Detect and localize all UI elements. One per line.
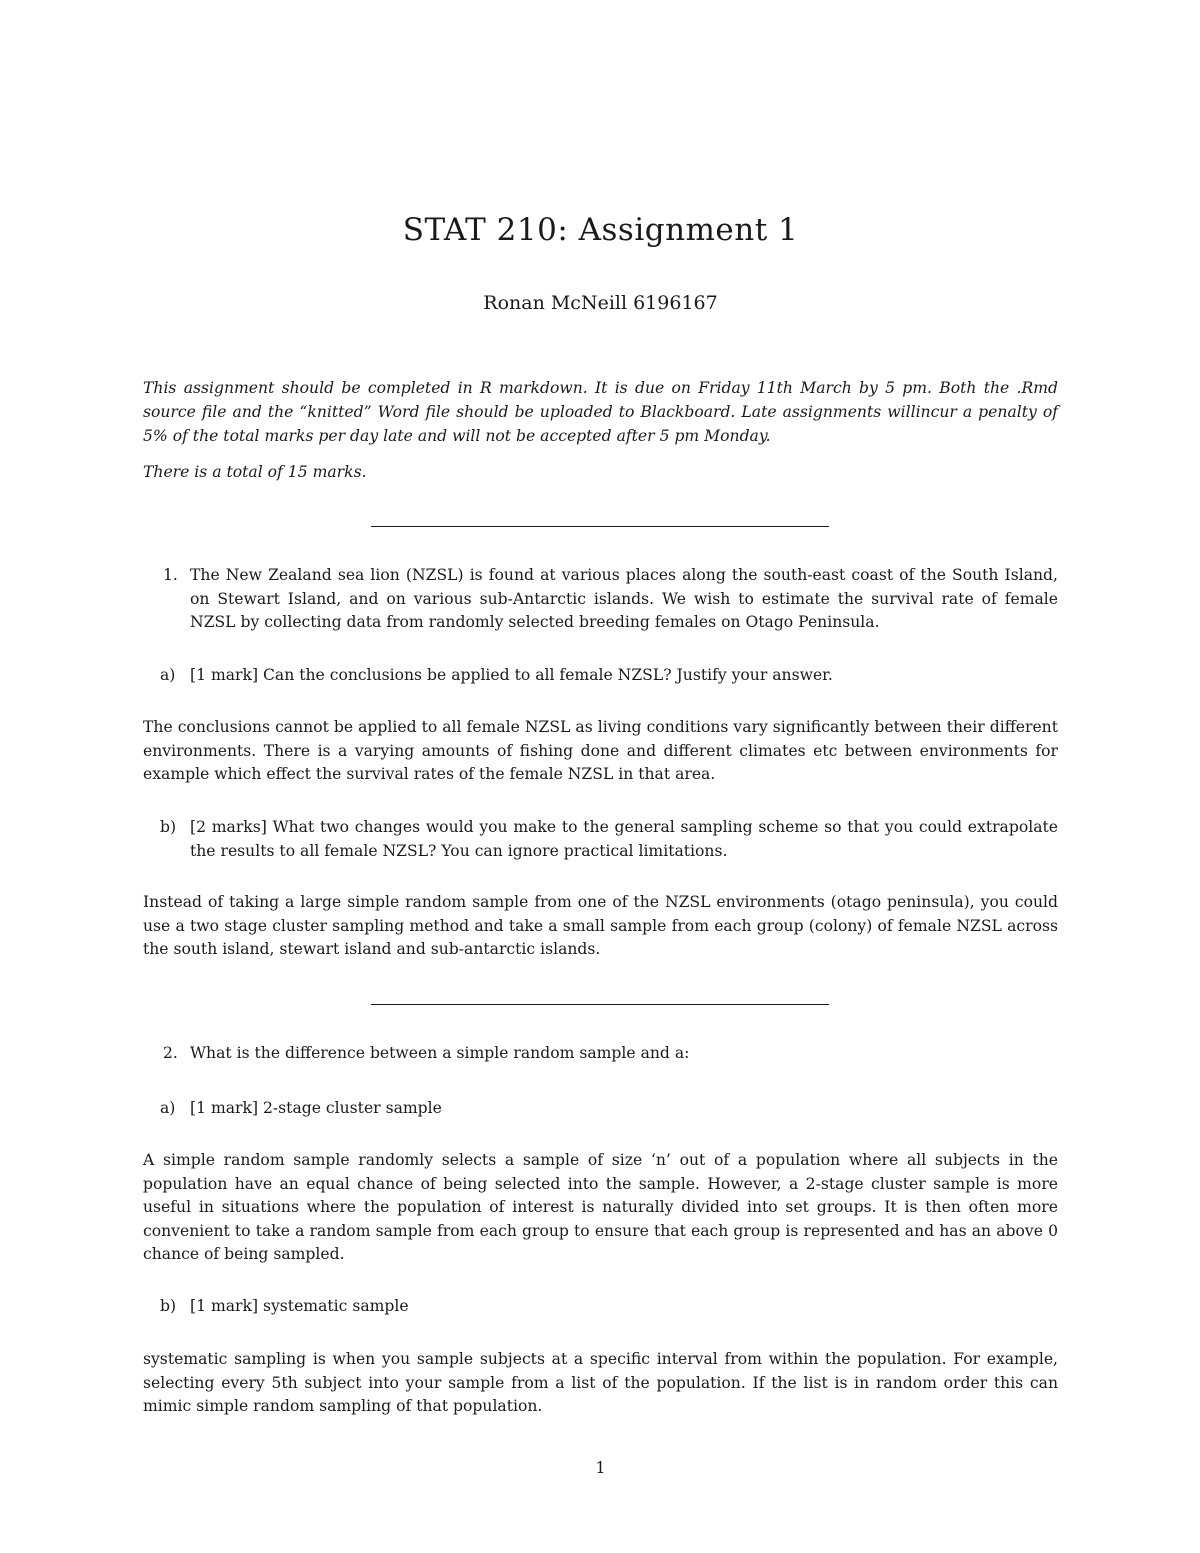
question-2a bbox=[160, 1097, 1058, 1121]
question-1a bbox=[160, 664, 1058, 688]
part-label: a) bbox=[160, 666, 176, 684]
answer-2b: systematic sampling is when you sample subjects at a specific interval from within the population. For example, selecting every 5th subject into your sample from a list of the population. If the list is in random order this can mimic simple random sampling of that population. bbox=[143, 1350, 1058, 1416]
question-2 bbox=[163, 1042, 1058, 1066]
part-label: b) bbox=[160, 818, 177, 836]
author-line: Ronan McNeill 6196167 bbox=[483, 292, 718, 314]
part-label: a) bbox=[160, 1099, 176, 1117]
section-divider bbox=[371, 526, 829, 527]
answer-2a: A simple random sample randomly selects a sample of size ‘n’ out of a population where all subjects in the population have an equal chance of being selected into the sample. However, a 2-stage cluster sample is more useful in situations where the population of interest is naturally divided into set groups. It is then often more convenient to take a random sample from each group to ensure that each group is represented and has an above 0 chance of being sampled. bbox=[143, 1151, 1058, 1264]
part-text: [1 mark] systematic sample bbox=[190, 1297, 409, 1315]
question-1 bbox=[163, 564, 1058, 635]
section-divider bbox=[371, 1004, 829, 1005]
question-number: 1. bbox=[163, 566, 178, 584]
part-text: [1 mark] Can the conclusions be applied to all female NZSL? Justify your answer. bbox=[190, 666, 833, 684]
question-text: The New Zealand sea lion (NZSL) is found at various places along the south-east coast of the South Island, on Stewart Island, and on various sub-Antarctic islands. We wish to estimate the survival rate of female NZSL by collecting data from randomly selected breeding females on Otago Peninsula. bbox=[190, 566, 1058, 631]
question-2b bbox=[160, 1295, 1058, 1319]
question-text: What is the difference between a simple random sample and a: bbox=[190, 1044, 690, 1062]
question-number: 2. bbox=[163, 1044, 178, 1062]
part-label: b) bbox=[160, 1297, 177, 1315]
question-1b bbox=[160, 816, 1058, 863]
page-number: 1 bbox=[595, 1459, 606, 1477]
instructions-paragraph: This assignment should be completed in R markdown. It is due on Friday 11th March by 5 pm. Both the .Rmd source file and the “knitted” Word file should be uploaded to Blackboard. Late assignments willincur a penalty of 5% of the total marks per day late and will not be accepted after 5 pm Monday. bbox=[143, 379, 1058, 445]
part-text: [1 mark] 2-stage cluster sample bbox=[190, 1099, 442, 1117]
document-title: STAT 210: Assignment 1 bbox=[402, 212, 799, 248]
document-page bbox=[143, 0, 1058, 1553]
answer-1a: The conclusions cannot be applied to all female NZSL as living conditions vary significantly between their different environments. There is a varying amounts of fishing done and different climates etc between environments for example which effect the survival rates of the female NZSL in that area. bbox=[143, 718, 1058, 784]
total-marks-note: There is a total of 15 marks. bbox=[143, 463, 367, 481]
answer-1b: Instead of taking a large simple random sample from one of the NZSL environments (otago peninsula), you could use a two stage cluster sampling method and take a small sample from each group (colony) of female NZSL across the south island, stewart island and sub-antarctic islands. bbox=[143, 893, 1058, 959]
part-text: [2 marks] What two changes would you make to the general sampling scheme so that you could extrapolate the results to all female NZSL? You can ignore practical limitations. bbox=[190, 818, 1058, 860]
